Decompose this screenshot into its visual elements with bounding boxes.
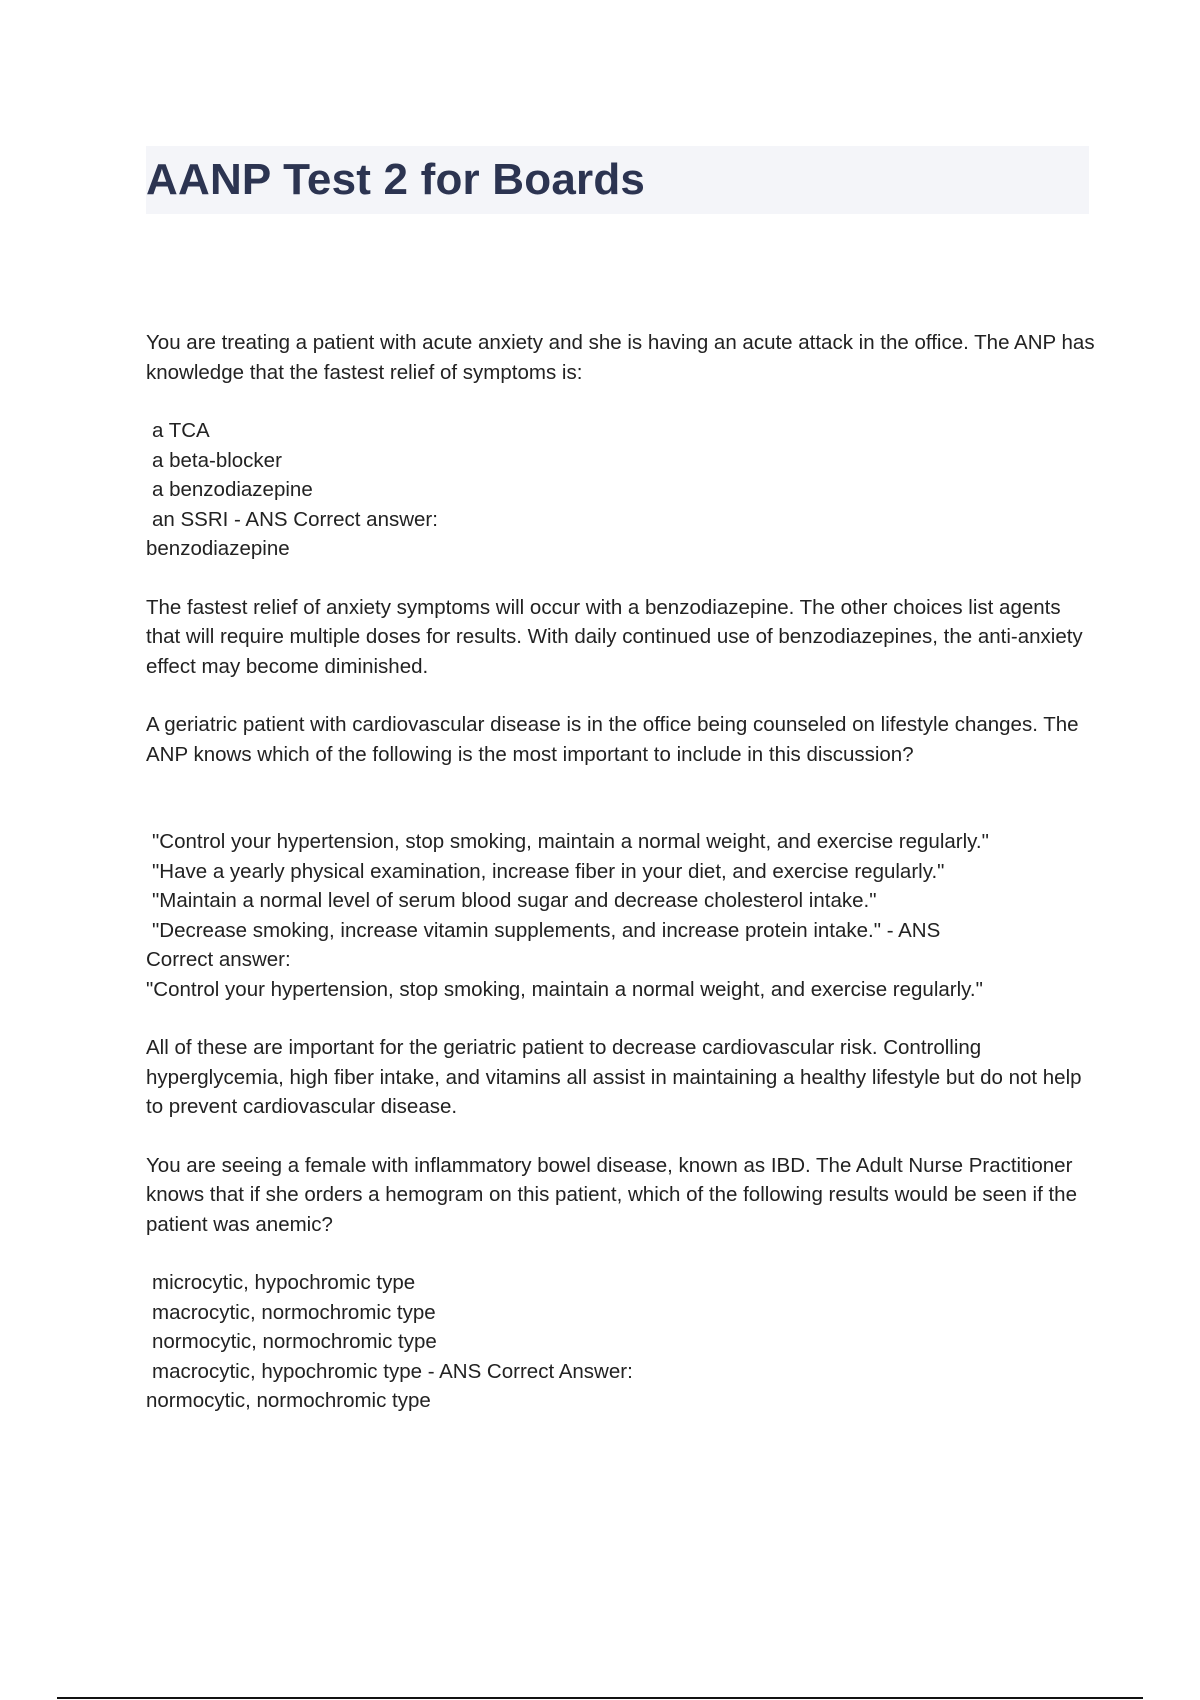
question-1-option-a: a TCA xyxy=(152,419,210,442)
question-1-stem: You are treating a patient with acute anxiety and she is having an acute attack in the office. The ANP has knowledge that the fastest relief of symptoms is: xyxy=(146,331,1095,384)
question-1-option-b: a beta-blocker xyxy=(152,448,282,472)
question-2-rationale: All of these are important for the geriatric patient to decrease cardiovascular risk. Controlling hyperglycemia, high fiber intake, and vitamins all assist in maintaining a healthy lifestyle but do not help to prevent cardiovascular disease. xyxy=(146,1036,1082,1118)
question-1-option-c: a benzodiazepine xyxy=(152,478,313,501)
question-1-answer: benzodiazepine xyxy=(146,537,290,560)
document-body xyxy=(146,328,1096,1416)
question-2-answer: "Control your hypertension, stop smoking, maintain a normal weight, and exercise regularly." xyxy=(146,977,983,1001)
question-3-stem: You are seeing a female with inflammatory bowel disease, known as IBD. The Adult Nurse Practitioner knows that if she orders a hemogram on this patient, which of the following results would be seen if the patient was anemic? xyxy=(146,1153,1077,1236)
question-1-rationale: The fastest relief of anxiety symptoms will occur with a benzodiazepine. The other choices list agents that will require multiple doses for results. With daily continued use of benzodiazepines, the anti-anxiety effect may become diminished. xyxy=(146,595,1083,678)
question-2-answer-label: Correct answer: xyxy=(146,948,291,971)
question-2-option-d-with-ans: "Decrease smoking, increase vitamin supplements, and increase protein intake." - ANS xyxy=(152,918,941,942)
page-title: AANP Test 2 for Boards xyxy=(146,155,646,204)
footer-divider xyxy=(57,1697,1143,1699)
question-2-option-b: "Have a yearly physical examination, increase fiber in your diet, and exercise regularly." xyxy=(152,859,945,883)
question-3-option-b: macrocytic, normochromic type xyxy=(152,1300,436,1324)
question-3-answer: normocytic, normochromic type xyxy=(146,1389,431,1412)
question-2-stem: A geriatric patient with cardiovascular disease is in the office being counseled on lifestyle changes. The ANP knows which of the following is the most important to include in this discussion? xyxy=(146,713,1079,766)
question-3-option-a: microcytic, hypochromic type xyxy=(152,1271,416,1294)
question-2-option-c: "Maintain a normal level of serum blood sugar and decrease cholesterol intake." xyxy=(152,889,877,912)
question-1-option-d-with-ans: an SSRI - ANS Correct answer: xyxy=(152,507,438,531)
question-3-option-d-with-ans: macrocytic, hypochromic type - ANS Correct Answer: xyxy=(152,1359,633,1383)
question-3-option-c: normocytic, normochromic type xyxy=(152,1330,437,1353)
question-2-option-a: "Control your hypertension, stop smoking, maintain a normal weight, and exercise regularly." xyxy=(152,830,989,853)
